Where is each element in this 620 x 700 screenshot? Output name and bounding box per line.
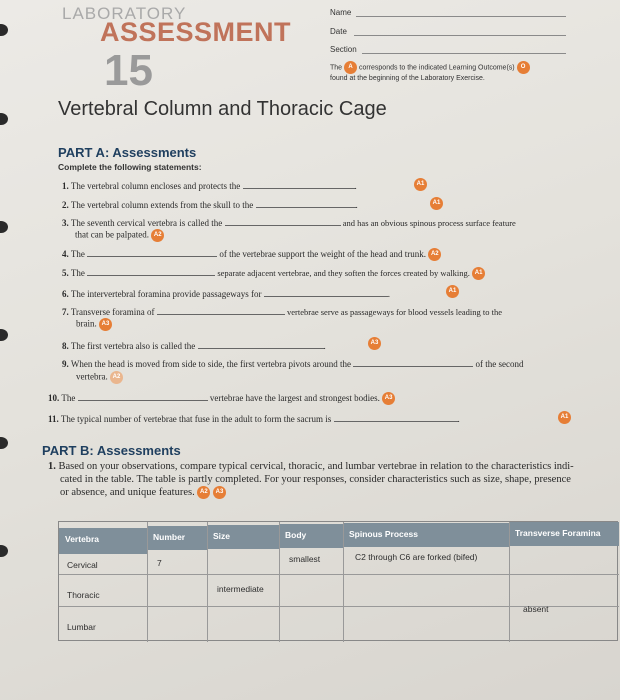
table-header-cell: Transverse Foramina xyxy=(509,522,619,546)
question-number: 8. xyxy=(62,341,69,351)
outcome-note xyxy=(330,61,570,84)
lab-number: 15 xyxy=(104,46,153,95)
question-2 xyxy=(62,199,358,210)
table-header-cell: Spinous Process xyxy=(343,523,509,547)
binder-hole xyxy=(0,24,8,36)
page-title: Vertebral Column and Thoracic Cage xyxy=(58,98,387,120)
table-cell-foramina[interactable] xyxy=(517,618,613,632)
answer-blank[interactable] xyxy=(243,180,355,189)
question-text-mid: vertebrae have the largest and strongest bodies. xyxy=(209,393,380,403)
table-divider xyxy=(509,522,510,642)
outcome-badge-icon: A2 xyxy=(197,486,210,499)
question-text-line2: that can be palpated. xyxy=(75,229,149,240)
question-text: The xyxy=(70,268,85,278)
outcome-badge-icon: A3 xyxy=(382,392,395,405)
outcome-badge-icon: A2 xyxy=(151,229,164,242)
question-text: The vertebral column encloses and protects the xyxy=(70,181,241,191)
date-field-line[interactable] xyxy=(354,35,566,36)
question-9-line2 xyxy=(76,371,123,384)
question-8 xyxy=(62,340,326,351)
question-11 xyxy=(48,413,460,424)
table-cell-spinous: C2 through C6 are forked (bifed) xyxy=(355,552,478,562)
question-number: 1. xyxy=(62,181,69,191)
question-end: . xyxy=(457,414,460,424)
question-number: 1. xyxy=(48,461,56,472)
binder-hole xyxy=(0,545,8,557)
table-divider xyxy=(147,522,148,642)
question-end: . xyxy=(354,181,357,191)
part-b-heading: PART B: Assessments xyxy=(42,443,181,458)
answer-blank[interactable] xyxy=(198,340,324,349)
table-cell-number[interactable] xyxy=(155,620,203,634)
binder-hole xyxy=(0,329,8,341)
question-text: The seventh cervical vertebra is called the xyxy=(70,218,223,228)
outcome-badge-icon: A3 xyxy=(213,486,226,499)
table-header-cell: Number xyxy=(147,526,207,550)
table-divider xyxy=(59,574,619,575)
question-number: 11. xyxy=(48,414,59,424)
table-cell-foramina[interactable] xyxy=(517,552,613,566)
part-b-text-line1: Based on your observations, compare typical cervical, thoracic, and lumbar vertebrae in relation to the characteristics indi- xyxy=(58,461,574,472)
answer-blank[interactable] xyxy=(225,217,341,226)
outcome-badge-icon: A1 xyxy=(472,267,485,280)
question-number: 10. xyxy=(48,393,60,403)
table-header-cell: Vertebra xyxy=(59,528,147,554)
section-field-line[interactable] xyxy=(362,53,566,54)
answer-blank[interactable] xyxy=(78,392,208,401)
question-end: . xyxy=(387,289,391,299)
question-text: The first vertebra also is called the xyxy=(70,341,196,351)
answer-blank[interactable] xyxy=(334,413,458,422)
outcome-badge-icon: A1 xyxy=(430,197,443,210)
question-7 xyxy=(62,306,502,317)
binder-hole xyxy=(0,437,8,449)
answer-blank[interactable] xyxy=(157,306,285,315)
laboratory-label: LABORATORY xyxy=(62,4,187,23)
table-cell-vertebra: Cervical xyxy=(67,560,98,570)
question-text-mid: and has an obvious spinous process surface feature xyxy=(342,218,516,228)
vertebra-comparison-table xyxy=(58,521,618,641)
table-cell-size[interactable] xyxy=(215,556,275,570)
outcome-badge-icon: A2 xyxy=(110,371,123,384)
outcome-note-post: corresponds to the indicated Learning Outcome(s) xyxy=(358,64,515,72)
table-cell-body[interactable] xyxy=(287,616,339,630)
question-text-mid: of the vertebrae support the weight of the head and trunk. xyxy=(219,249,427,259)
table-cell-body[interactable] xyxy=(287,584,339,598)
outcome-badge-icon: A xyxy=(344,61,357,74)
question-text: The vertebral column extends from the skull to the xyxy=(70,200,254,210)
table-cell-size[interactable] xyxy=(215,618,275,632)
table-header-cell: Body xyxy=(279,524,343,548)
binder-hole xyxy=(0,221,8,233)
table-cell-vertebra: Thoracic xyxy=(67,590,100,600)
question-number: 2. xyxy=(62,200,69,210)
part-b-text-line2: cated in the table. The table is partly completed. For your responses, consider characteristics such as size, shape, presence xyxy=(60,474,571,485)
answer-blank[interactable] xyxy=(87,248,217,257)
question-text-line2: vertebra. xyxy=(76,371,108,382)
question-number: 7. xyxy=(62,307,69,317)
answer-blank[interactable] xyxy=(256,199,356,208)
question-1 xyxy=(62,180,357,191)
answer-blank[interactable] xyxy=(87,267,215,276)
question-text: The intervertebral foramina provide passageways for xyxy=(70,289,262,299)
outcome-badge-icon: O xyxy=(517,61,530,74)
name-field-line[interactable] xyxy=(356,16,566,17)
question-3 xyxy=(62,217,516,228)
question-text: The xyxy=(70,249,85,259)
outcome-note-pre: The xyxy=(330,64,343,72)
outcome-badge-icon: A1 xyxy=(558,411,571,424)
question-number: 3. xyxy=(62,218,69,228)
part-b-text-line3: or absence, and unique features. xyxy=(60,487,195,498)
table-cell-body: smallest xyxy=(289,554,321,564)
question-number: 9. xyxy=(62,359,69,369)
table-cell-spinous[interactable] xyxy=(355,582,503,596)
question-text-line2: brain. xyxy=(76,318,97,329)
question-number: 6. xyxy=(62,289,69,299)
table-cell-spinous[interactable] xyxy=(355,616,503,630)
answer-blank[interactable] xyxy=(264,288,391,299)
question-number: 5. xyxy=(62,268,69,278)
table-cell-size: intermediate xyxy=(217,584,264,594)
question-6 xyxy=(62,288,390,299)
question-text: Transverse foramina of xyxy=(70,307,155,317)
table-cell-number[interactable] xyxy=(155,588,203,602)
outcome-badge-icon: A1 xyxy=(414,178,427,191)
question-4 xyxy=(62,248,441,261)
table-cell-number: 7 xyxy=(157,558,162,568)
part-a-heading: PART A: Assessments xyxy=(58,145,197,160)
question-text: When the head is moved from side to side, the first vertebra pivots around the xyxy=(70,359,352,369)
part-b-question-1 xyxy=(48,460,620,499)
question-end: . xyxy=(323,341,326,351)
table-divider xyxy=(279,522,280,642)
table-divider xyxy=(207,522,208,642)
question-end: . xyxy=(355,200,358,210)
outcome-badge-icon: A3 xyxy=(368,337,381,350)
part-a-instruction: Complete the following statements: xyxy=(58,162,202,172)
question-10 xyxy=(48,392,395,405)
question-text: The typical number of vertebrae that fuse in the adult to form the sacrum is xyxy=(60,414,332,424)
question-text-mid: of the second xyxy=(475,359,524,369)
question-7-line2 xyxy=(76,318,112,331)
table-divider xyxy=(343,522,344,642)
question-5 xyxy=(62,267,485,280)
assessment-label: ASSESSMENT xyxy=(100,17,292,47)
question-9 xyxy=(62,358,524,369)
binder-hole xyxy=(0,113,8,125)
answer-blank[interactable] xyxy=(353,358,473,367)
question-text-mid: vertebrae serve as passageways for blood vessels leading to the xyxy=(287,307,503,317)
outcome-badge-icon: A2 xyxy=(428,248,441,261)
section-label: Section xyxy=(330,45,357,54)
question-text: The xyxy=(61,393,76,403)
table-cell-foramina: absent xyxy=(523,604,549,614)
question-number: 4. xyxy=(62,249,69,259)
question-text-mid: separate adjacent vertebrae, and they soften the forces created by walking. xyxy=(217,268,470,278)
table-cell-vertebra: Lumbar xyxy=(67,622,96,632)
name-label: Name xyxy=(330,8,352,17)
outcome-note-line2: found at the beginning of the Laboratory Exercise. xyxy=(330,75,485,82)
outcome-badge-icon: A3 xyxy=(99,318,112,331)
outcome-badge-icon: A1 xyxy=(446,285,459,298)
date-label: Date xyxy=(330,27,347,36)
table-header-cell: Size xyxy=(207,525,279,549)
question-3-line2 xyxy=(75,229,164,242)
